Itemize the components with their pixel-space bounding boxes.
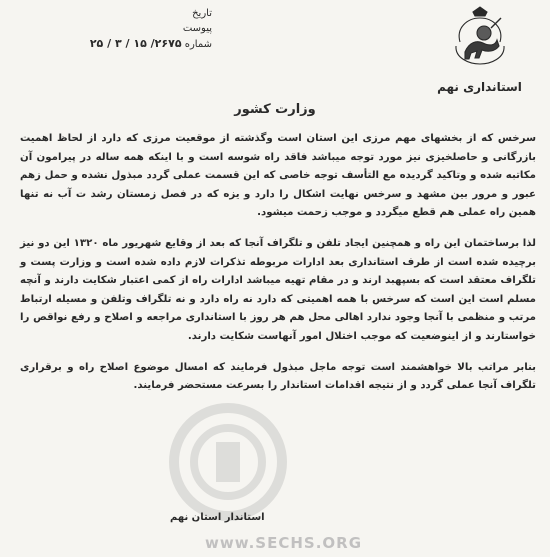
issuing-office-title: استانداری نهم bbox=[437, 80, 522, 94]
number-label: شماره bbox=[184, 39, 212, 50]
letter-meta bbox=[62, 6, 212, 52]
paragraph-2: لذا برساختمان این راه و همچنین ایجاد تلفن و تلگراف آنجا که بعد از وقایع شهریور ماه ۱۳۲۰ این دو نیز برچیده شده است از طرف استانداری بعد ادارات مربوطه تذکرات لازم داده شده است و وزارت پست و تلگراف معتقد است که بسپهبد ارند و در مقام تهیه میباشد ادارات راه از کمی اعتبار شکایت دارند و آنچه مسلم است این است که سرخس با همه اهمیتی که دارد نه راه دارد و نه تلگراف وتلفن و مسیله ارتباط مرتب و منظمی با آنجا وجود ندارد اهالی محل هم هر روز با استانداری مراجعه و اصلاح و رفع نواقص را خواستارند و از اینوضعیت که موجب اختلال امور آنهاست شکایت دارند. bbox=[20, 237, 536, 342]
letterhead-right bbox=[427, 6, 532, 94]
watermark-url: www.SECHS.ORG bbox=[205, 534, 363, 552]
paragraph-3: بنابر مراتب بالا خواهشمند است توجه ماجل مبذول فرمایند که امسال موضوع اصلاح راه و برقراری تلگراف آنجا عملی گردد و از نتیجه اقدامات استاندار را بسرعت مستحضر فرمایند. bbox=[20, 361, 536, 392]
attachment-label: پیوست bbox=[182, 23, 212, 34]
lion-and-sun-emblem-icon bbox=[451, 6, 509, 68]
addressee-ministry: وزارت کشور bbox=[234, 102, 316, 117]
letter-number-row bbox=[62, 36, 212, 52]
letter-number: ۲۶۷۵/ ۱۵ / ۳ / ۲۵ bbox=[89, 37, 182, 50]
letter-body bbox=[20, 130, 536, 402]
date-label: تاریخ bbox=[192, 8, 212, 19]
paragraph-1: سرخس که از بخشهای مهم مرزی این استان است وگذشته از موقعیت مرزی که دارد از لحاظ اهمیت بازرگانی و حاصلخیزی نیز مورد توجه میباشد فاقد راه شوسه است و با اینکه همه ساله در پیرامون آن مکاتبه شده و وتاکید گردیده مع التأسف توجه خاصی که این قسمت عملی گردد مبذول نشده و حمل زهم عبور و مرور بین مشهد و سرخس نهایت اشکال را دارد و یزه که در فصل زمستان رشد ت آب نه تنها همین راه عملی هم قطع میگردد و موجب زحمت میشود. bbox=[20, 133, 536, 219]
signature-line: استاندار استان نهم bbox=[170, 512, 265, 523]
sechs-logo-watermark-icon bbox=[168, 402, 288, 522]
